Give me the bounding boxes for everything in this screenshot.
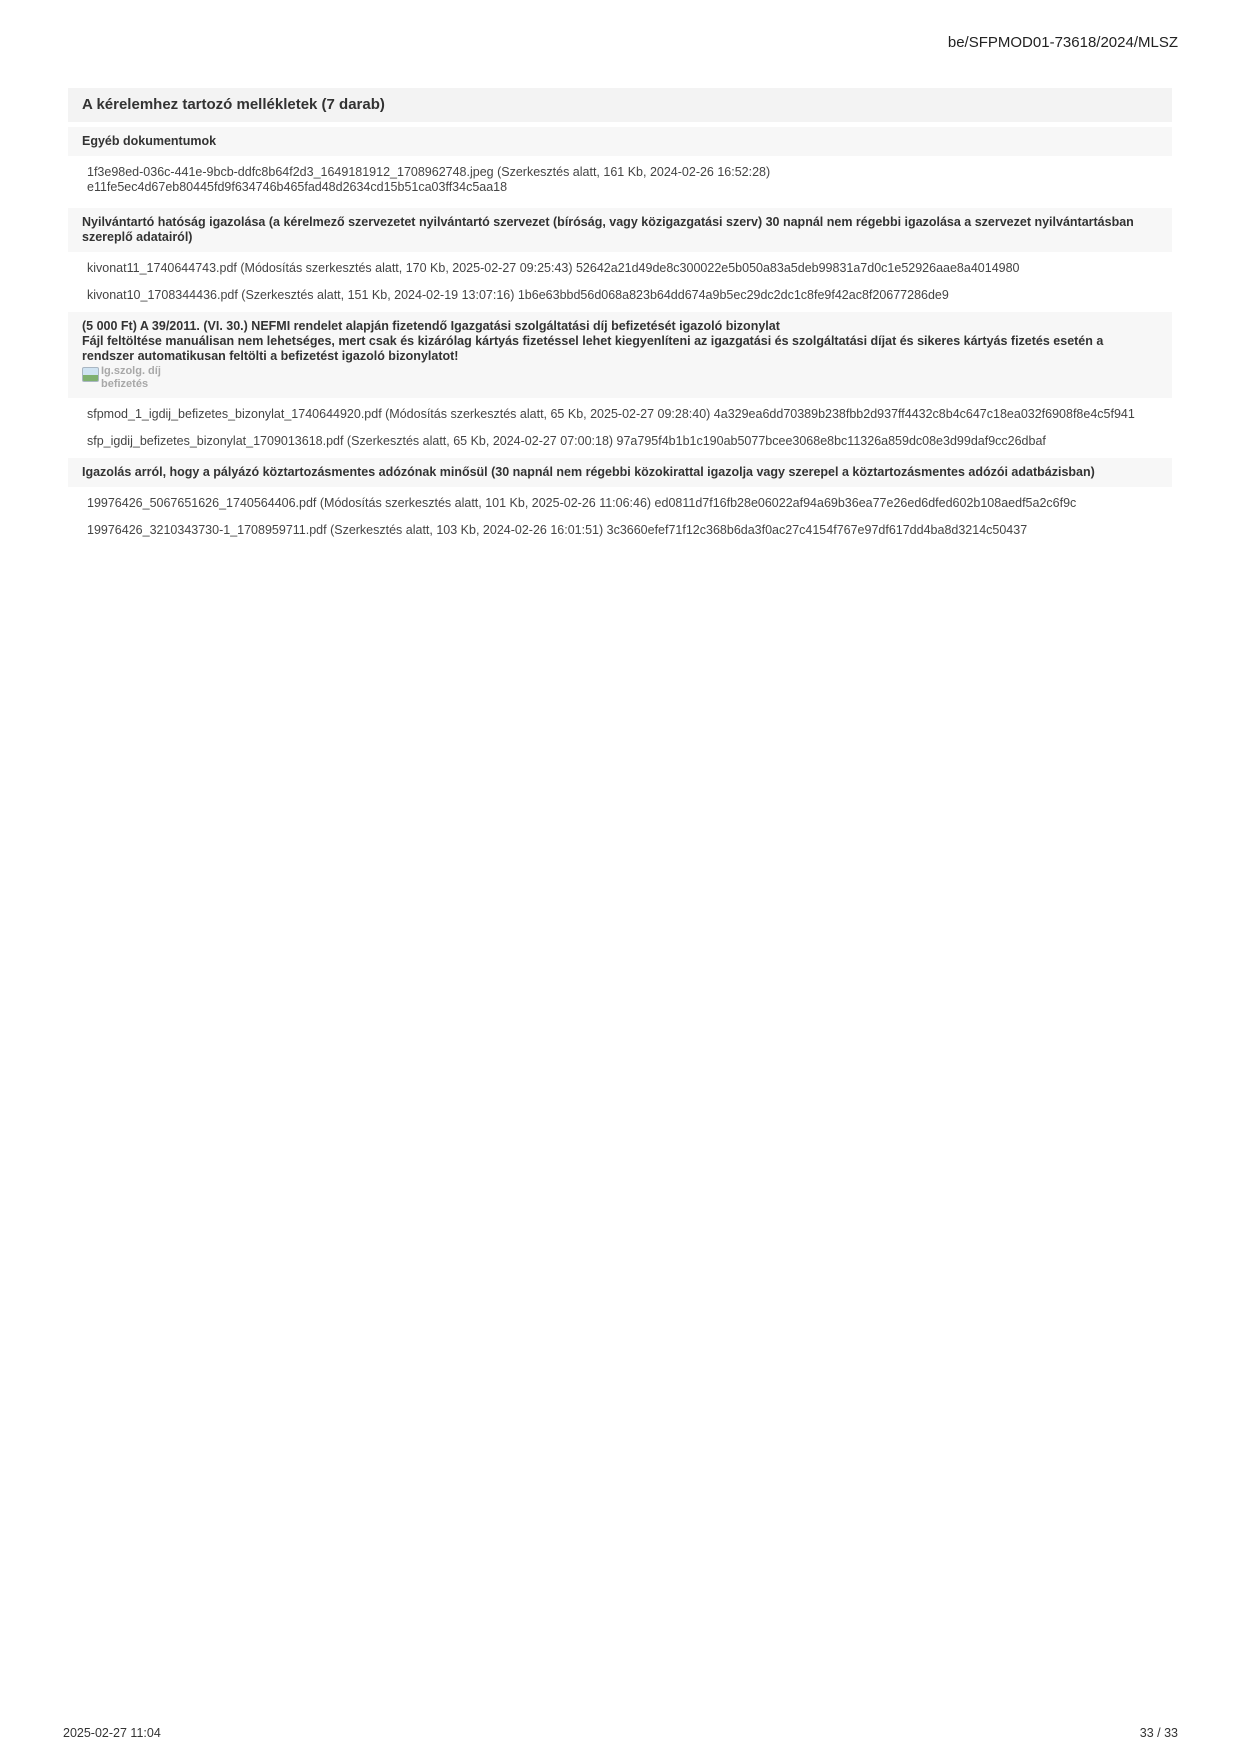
section-fee-receipt bbox=[68, 312, 1172, 398]
broken-image-icon bbox=[82, 367, 99, 382]
section-registry-certificate-title: Nyilvántartó hatóság igazolása (a kérelmező szervezetet nyilvántartó szervezet (bíróság, vagy közigazgatási szerv) 30 napnál nem régebbi igazolása a szervezet nyilvántartásban szereplő adatairól) bbox=[68, 208, 1172, 252]
document-reference-number: be/SFPMOD01-73618/2024/MLSZ bbox=[947, 34, 1178, 51]
file-entry: kivonat10_1708344436.pdf (Szerkesztés alatt, 151 Kb, 2024-02-19 13:07:16) 1b6e63bbd56d068a823b64dd674a9b5ec29dc2dc1c8fe9f42ac8f20677286de9 bbox=[87, 288, 949, 302]
file-entry: sfp_igdij_befizetes_bizonylat_1709013618.pdf (Szerkesztés alatt, 65 Kb, 2024-02-27 07:00:18) 97a795f4b1b1c190ab5077bcee3068e8bc11326a859dc08e3d99daf9cc26dbaf bbox=[87, 434, 1046, 448]
file-entry: 19976426_3210343730-1_1708959711.pdf (Szerkesztés alatt, 103 Kb, 2024-02-26 16:01:51) 3c3660efef71f12c368b6da3f0ac27c4154f767e97df617dd4ba8d3214c50437 bbox=[87, 523, 1028, 537]
file-entry bbox=[68, 162, 1172, 198]
file-entry: sfpmod_1_igdij_befizetes_bizonylat_1740644920.pdf (Módosítás szerkesztés alatt, 65 Kb, 2025-02-27 09:28:40) 4a329ea6dd70389b238fbb2d937ff4432c8b4c647c18ea032f6908f8e4c5f941 bbox=[87, 407, 1135, 421]
fee-receipt-image-alt bbox=[101, 365, 161, 391]
section-other-documents-title: Egyéb dokumentumok bbox=[68, 127, 1172, 156]
section-fee-receipt-title: (5 000 Ft) A 39/2011. (VI. 30.) NEFMI rendelet alapján fizetendő Igazgatási szolgáltatási díj befizetését igazoló bizonylat bbox=[82, 319, 780, 333]
section-fee-receipt-note: Fájl feltöltése manuálisan nem lehetséges, mert csak és kizárólag kártyás fizetéssel lehet kiegyenlíteni az igazgatási és szolgáltatási díjat és sikeres kártyás fizetés esetén a rendszer automatikusan feltölti a befizetést igazoló bizonylatot! bbox=[82, 334, 1104, 363]
footer-datetime: 2025-02-27 11:04 bbox=[63, 1726, 161, 1740]
page-number: 33 / 33 bbox=[1139, 1726, 1178, 1740]
fee-receipt-image bbox=[82, 365, 1158, 391]
section-tax-clearance-title: Igazolás arról, hogy a pályázó köztartozásmentes adózónak minősül (30 napnál nem régebbi közokirattal igazolja vagy szerepel a köztartozásmentes adózói adatbázisban) bbox=[68, 458, 1172, 487]
attachments-title: A kérelemhez tartozó mellékletek (7 darab) bbox=[68, 88, 1172, 122]
file-entry-hash: e11fe5ec4d67eb80445fd9f634746b465fad48d2634cd15b51ca03ff34c5aa18 bbox=[87, 180, 508, 194]
file-entry: kivonat11_1740644743.pdf (Módosítás szerkesztés alatt, 170 Kb, 2025-02-27 09:25:43) 52642a21d49de8c300022e5b050a83a5deb99831a7d0c1e52926aae8a4014980 bbox=[87, 261, 1020, 275]
file-entry: 19976426_5067651626_1740564406.pdf (Módosítás szerkesztés alatt, 101 Kb, 2025-02-26 11:06:46) ed0811d7f16fb28e06022af94a69b36ea77e26ed6dfed602b108aedf5a2c6f9c bbox=[87, 496, 1077, 510]
image-alt-line: befizetés bbox=[101, 378, 149, 390]
file-entry-name: 1f3e98ed-036c-441e-9bcb-ddfc8b64f2d3_1649181912_1708962748.jpeg (Szerkesztés alatt, 161 Kb, 2024-02-26 16:52:28) bbox=[87, 165, 771, 179]
attachments-panel bbox=[68, 88, 1172, 541]
image-alt-line: Ig.szolg. díj bbox=[101, 365, 161, 377]
